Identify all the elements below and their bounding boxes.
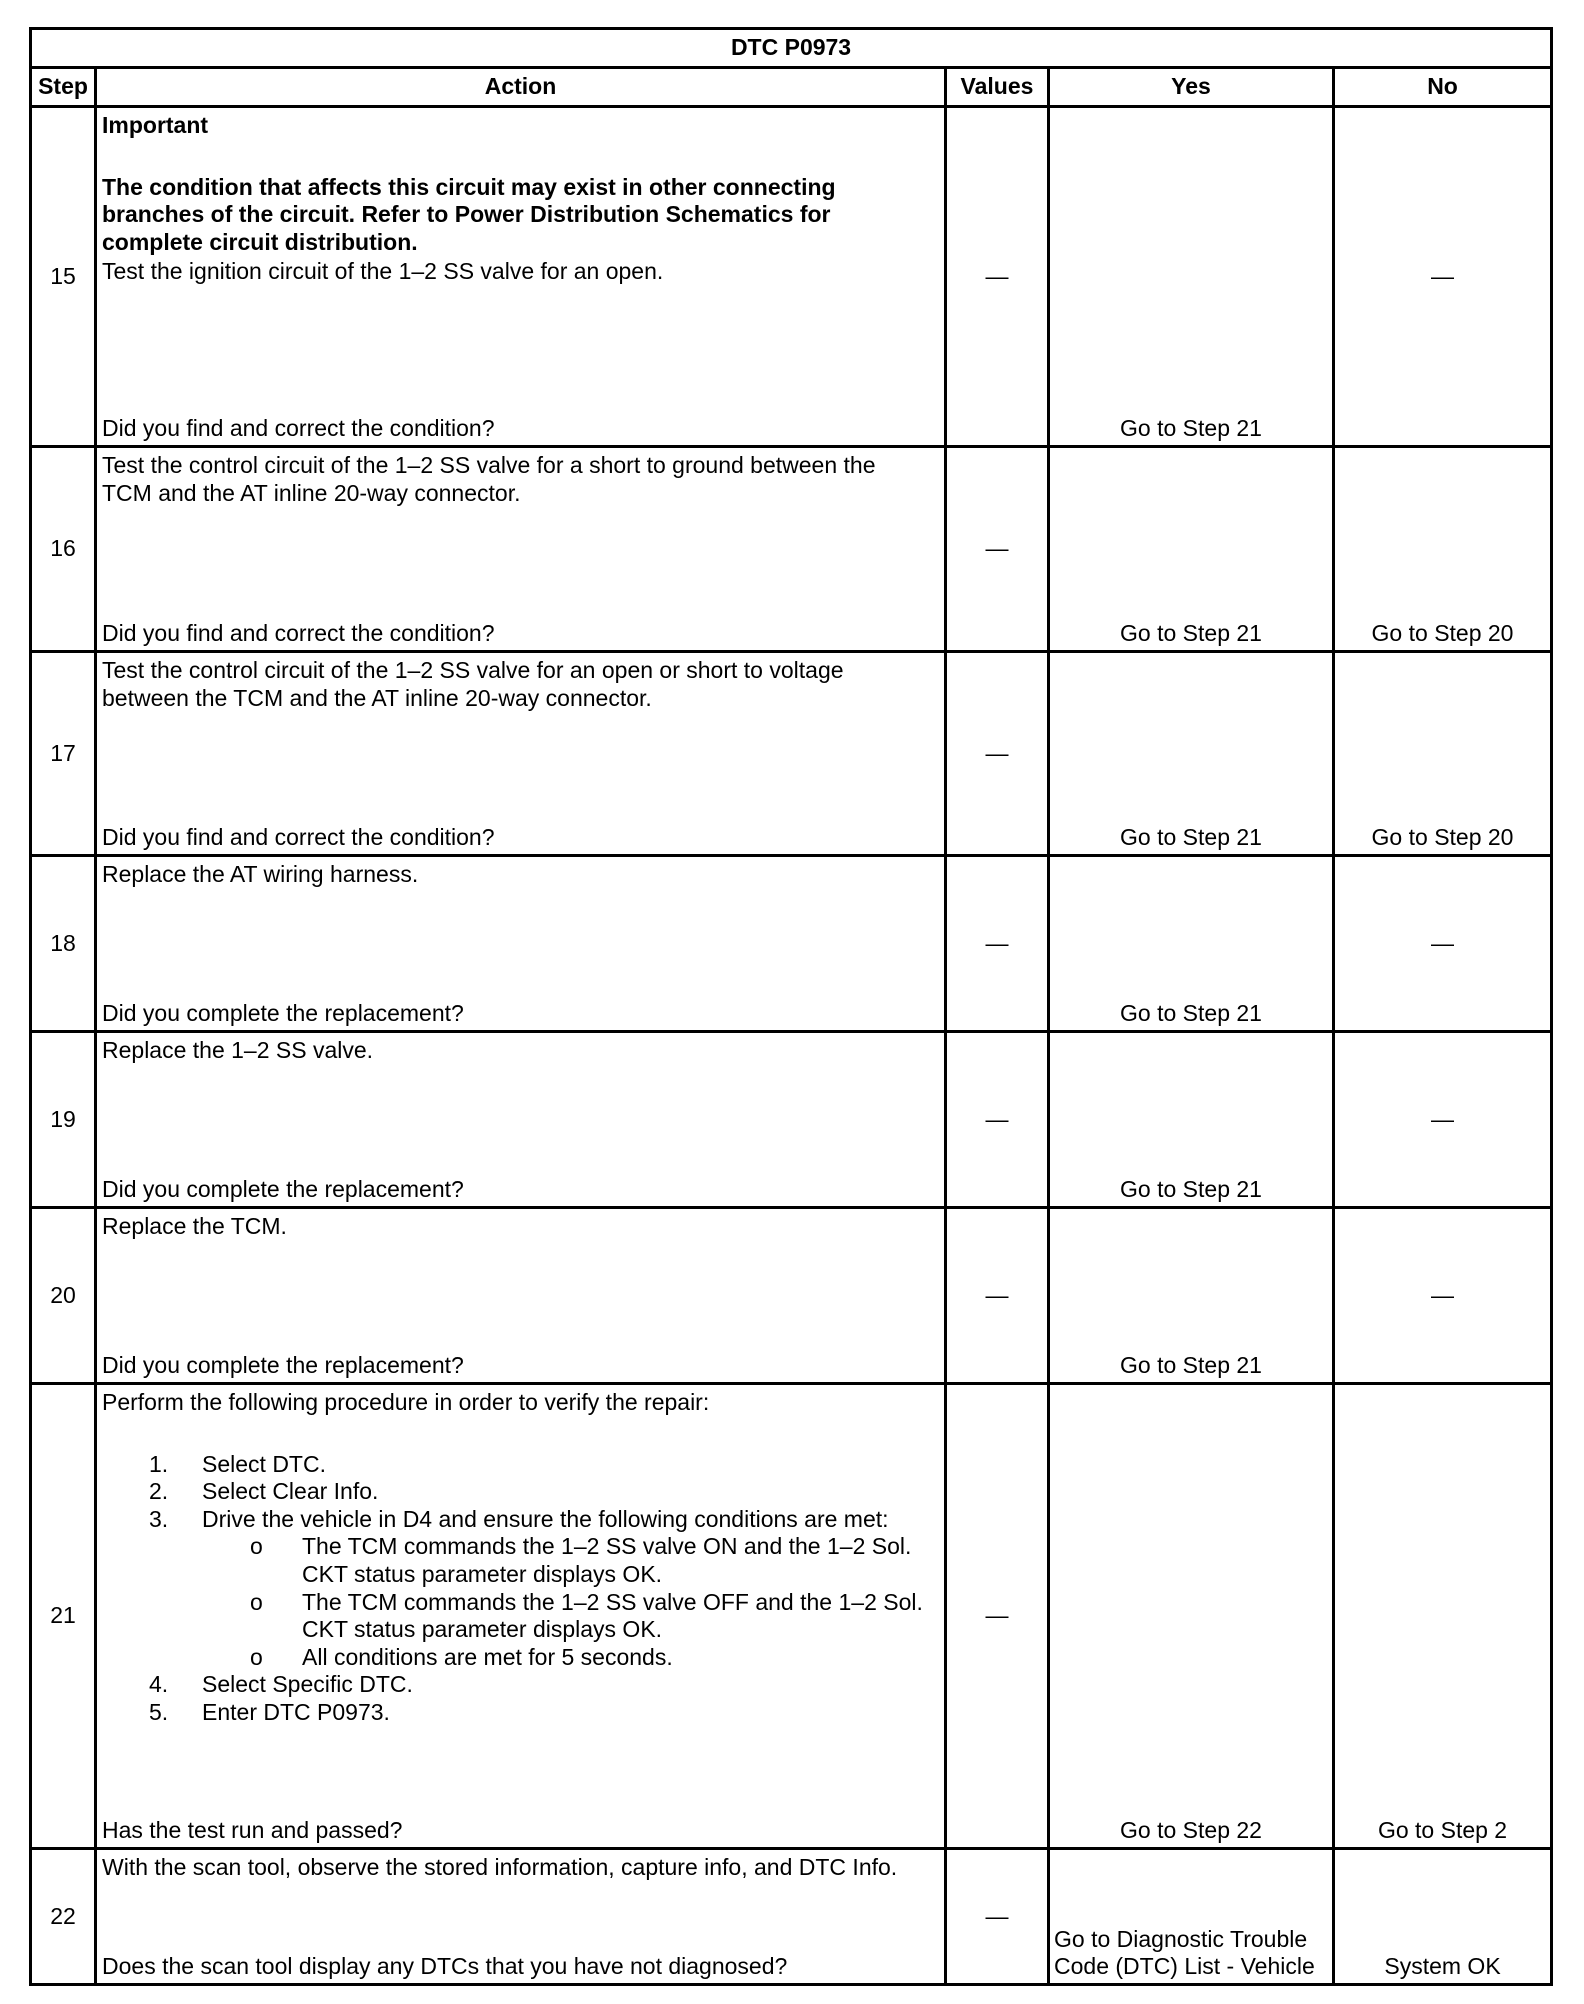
action-text: Replace the AT wiring harness. [102, 861, 419, 887]
list-item: 2. Select Clear Info. [149, 1478, 379, 1505]
table-row [31, 1849, 1552, 1985]
no-cell [1334, 1384, 1552, 1849]
step-number: 18 [31, 856, 96, 1032]
question-text: Did you find and correct the condition? [102, 620, 495, 647]
yes-cell [1049, 1384, 1334, 1849]
list-item: 5. Enter DTC P0973. [149, 1698, 390, 1725]
no-goto: Go to Step 2 [1377, 1817, 1508, 1844]
question-text: Did you complete the replacement? [102, 1000, 464, 1027]
step-number: 22 [31, 1849, 96, 1985]
yes-cell [1049, 107, 1334, 447]
values-cell: — [946, 1849, 1049, 1985]
no-cell: — [1334, 1032, 1552, 1208]
step-number: 19 [31, 1032, 96, 1208]
yes-goto: Go to Step 22 [1120, 1817, 1262, 1844]
yes-cell [1049, 1032, 1334, 1208]
yes-goto: Go to Step 21 [1120, 1000, 1262, 1027]
dtc-table [29, 27, 1553, 1986]
no-goto: System OK [1384, 1953, 1501, 1980]
values-cell: — [946, 107, 1049, 447]
yes-cell [1049, 856, 1334, 1032]
no-cell [1334, 1849, 1552, 1985]
action-cell [96, 447, 946, 652]
action-cell [96, 1849, 946, 1985]
no-cell: — [1334, 1208, 1552, 1384]
action-cell [96, 1384, 946, 1849]
yes-goto: Go to Step 21 [1120, 415, 1262, 442]
table-row [31, 652, 1552, 856]
col-header-action: Action [96, 68, 946, 107]
step-number: 21 [31, 1384, 96, 1849]
step-number: 16 [31, 447, 96, 652]
values-cell: — [946, 856, 1049, 1032]
question-text: Did you find and correct the condition? [102, 824, 495, 851]
table-row [31, 107, 1552, 447]
no-cell [1334, 652, 1552, 856]
yes-goto: Go to Step 21 [1120, 620, 1262, 647]
yes-goto: Go to Step 21 [1120, 1176, 1262, 1203]
important-label: Important [102, 112, 209, 138]
action-cell [96, 107, 946, 447]
no-goto: Go to Step 20 [1371, 620, 1514, 647]
table-title: DTC P0973 [31, 29, 1552, 68]
no-goto: Go to Step 20 [1371, 824, 1514, 851]
table-row [31, 1032, 1552, 1208]
list-item: o All conditions are met for 5 seconds. [250, 1643, 673, 1670]
values-cell: — [946, 1384, 1049, 1849]
no-cell: — [1334, 107, 1552, 447]
action-cell [96, 856, 946, 1032]
values-cell: — [946, 1208, 1049, 1384]
col-header-values: Values [946, 68, 1049, 107]
yes-goto: Go to Step 21 [1120, 1352, 1262, 1379]
table-row [31, 1384, 1552, 1849]
no-cell: — [1334, 856, 1552, 1032]
action-cell [96, 1032, 946, 1208]
yes-cell [1049, 1208, 1334, 1384]
action-cell [96, 1208, 946, 1384]
col-header-no: No [1334, 68, 1552, 107]
action-cell [96, 652, 946, 856]
list-item: 1. Select DTC. [149, 1450, 326, 1477]
yes-cell [1049, 1849, 1334, 1985]
table-row [31, 856, 1552, 1032]
step-number: 17 [31, 652, 96, 856]
action-text: Perform the following procedure in order to verify the repair: [102, 1389, 710, 1415]
no-cell [1334, 447, 1552, 652]
list-item: 4. Select Specific DTC. [149, 1671, 413, 1698]
important-text: The condition that affects this circuit may exist in other connecting branches of the circuit. Refer to Power Distribution Schematics for complete circuit distribution. [102, 173, 836, 255]
action-text: Test the ignition circuit of the 1–2 SS valve for an open. [102, 258, 664, 285]
table-row [31, 1208, 1552, 1384]
list-item: o The TCM commands the 1–2 SS valve OFF and the 1–2 Sol. CKT status parameter displays OK. [250, 1588, 923, 1643]
question-text: Did you find and correct the condition? [102, 415, 495, 442]
question-text: Has the test run and passed? [102, 1817, 403, 1844]
table-row [31, 447, 1552, 652]
yes-cell [1049, 447, 1334, 652]
col-header-step: Step [31, 68, 96, 107]
list-item: o The TCM commands the 1–2 SS valve ON and the 1–2 Sol. CKT status parameter displays OK. [250, 1533, 912, 1587]
action-text: Test the control circuit of the 1–2 SS valve for an open or short to voltage between the TCM and the AT inline 20-way connector. [102, 657, 844, 711]
values-cell: — [946, 1032, 1049, 1208]
action-text: Test the control circuit of the 1–2 SS valve for a short to ground between the TCM and the AT inline 20-way connector. [102, 452, 876, 506]
col-header-yes: Yes [1049, 68, 1334, 107]
list-item: 3. Drive the vehicle in D4 and ensure the following conditions are met: o The TCM commands the 1–2 SS valve ON and the 1–2 Sol. CKT status parameter displays OK. o The TCM commands the 1–2 SS valve OFF and the 1–2 Sol. CKT status parameter displays OK. o All conditions are met for 5 seconds. [102, 1506, 939, 1672]
procedure-list [102, 1451, 939, 1727]
question-text: Did you complete the replacement? [102, 1176, 464, 1203]
yes-goto: Go to Step 21 [1120, 824, 1262, 851]
question-text: Did you complete the replacement? [102, 1352, 464, 1379]
step-number: 20 [31, 1208, 96, 1384]
yes-goto: Go to Diagnostic Trouble Code (DTC) List - Vehicle [1054, 1925, 1315, 1980]
yes-cell [1049, 652, 1334, 856]
action-text: With the scan tool, observe the stored information, capture info, and DTC Info. [102, 1854, 898, 1880]
question-text: Does the scan tool display any DTCs that you have not diagnosed? [102, 1953, 788, 1980]
condition-list [202, 1533, 939, 1671]
action-text: Replace the 1–2 SS valve. [102, 1037, 374, 1063]
values-cell: — [946, 652, 1049, 856]
step-number: 15 [31, 107, 96, 447]
values-cell: — [946, 447, 1049, 652]
action-text: Replace the TCM. [102, 1213, 287, 1239]
